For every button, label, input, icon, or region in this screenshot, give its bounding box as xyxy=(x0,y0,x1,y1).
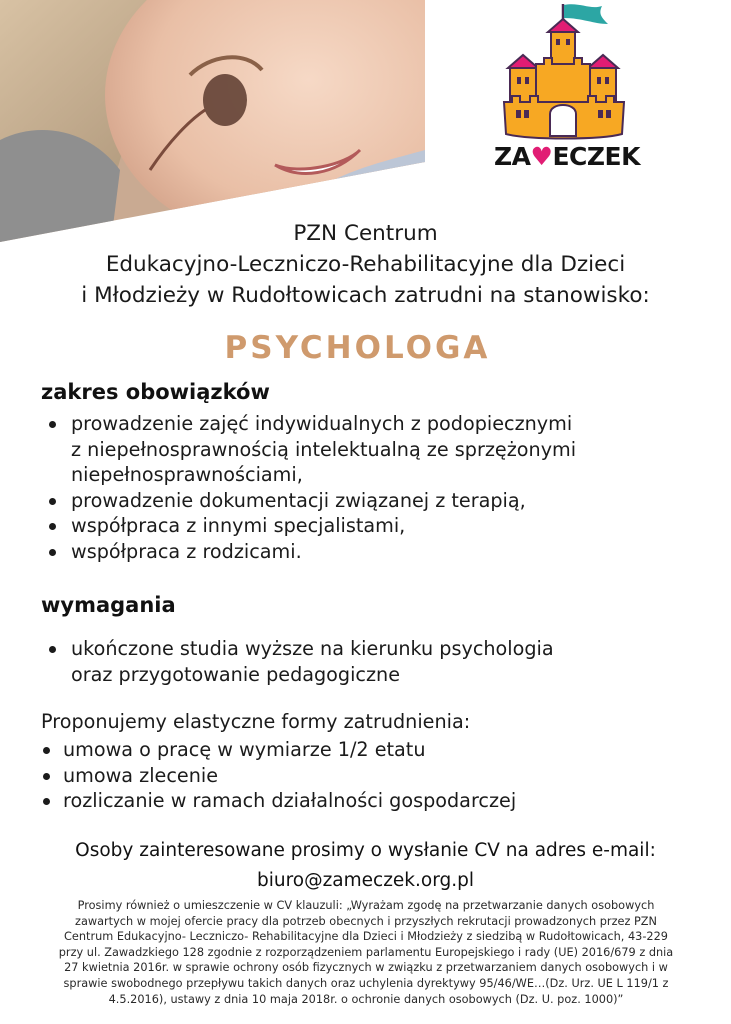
header-line-3: i Młodzieży w Rudołtowicach zatrudni na stanowisko: xyxy=(81,283,650,308)
duties-list xyxy=(41,411,576,564)
contact-text: Osoby zainteresowane prosimy o wysłanie CV na adres e-mail: xyxy=(75,840,656,861)
requirements-list xyxy=(41,636,554,687)
list-item: umowa zlecenie xyxy=(41,763,516,789)
contact-email[interactable]: biuro@zameczek.org.pl xyxy=(256,870,475,891)
duties-heading: zakres obowiązków xyxy=(41,380,270,404)
list-item: umowa o pracę w wymiarze 1/2 etatu xyxy=(41,737,516,763)
gdpr-clause: Prosimy również o umieszczenie w CV klauzuli: „Wyrażam zgodę na przetwarzanie danych osobowych zawartych w mojej ofercie pracy dla potrzeb obecnych i przyszłych rekrutacji prowadzonych przez PZN Centrum Edukacyjno- Leczniczo- Rehabilitacyjne dla Dzieci i Młodzieży z siedzibą w Rudołtowicach, 43-229 przy ul. Zawadzkiego 128 zgodnie z rozporządzeniem parlamentu Europejskiego i rady (UE) 2016/679 z dnia 27 kwietnia 2016r. w sprawie ochrony osób fizycznych w związku z przetwarzaniem danych osobowych i w sprawie swobodnego przepływu takich danych oraz uchylenia dyrektywy 95/46/WE…(Dz. Urz. UE L 119/1 z 4.5.2016), ustawy z dnia 10 maja 2018r. o ochronie danych osobowych (Dz. U. poz. 1000)” xyxy=(58,899,674,1006)
list-item: prowadzenie dokumentacji związanej z terapią, xyxy=(41,488,576,514)
logo-wordmark: ZA♥ECZEK xyxy=(494,142,640,171)
job-title: PSYCHOLOGA xyxy=(224,330,491,366)
header-line-1: PZN Centrum xyxy=(293,221,438,246)
offer-list xyxy=(41,737,516,814)
header-line-2: Edukacyjno-Leczniczo-Rehabilitacyjne dla Dzieci xyxy=(105,252,626,277)
list-item: współpraca z rodzicami. xyxy=(41,539,576,565)
contact-block xyxy=(0,836,731,896)
requirements-heading: wymagania xyxy=(41,593,176,617)
list-item: prowadzenie zajęć indywidualnych z podopiecznymi z niepełnosprawnością intelektualną ze sprzężonymi niepełnosprawnościami, xyxy=(41,411,576,488)
offer-intro: Proponujemy elastyczne formy zatrudnienia: xyxy=(41,710,471,733)
list-item: rozliczanie w ramach działalności gospodarczej xyxy=(41,788,516,814)
employer-header xyxy=(0,218,731,311)
list-item: współpraca z innymi specjalistami, xyxy=(41,513,576,539)
list-item: ukończone studia wyższe na kierunku psychologia oraz przygotowanie pedagogiczne xyxy=(41,636,554,687)
